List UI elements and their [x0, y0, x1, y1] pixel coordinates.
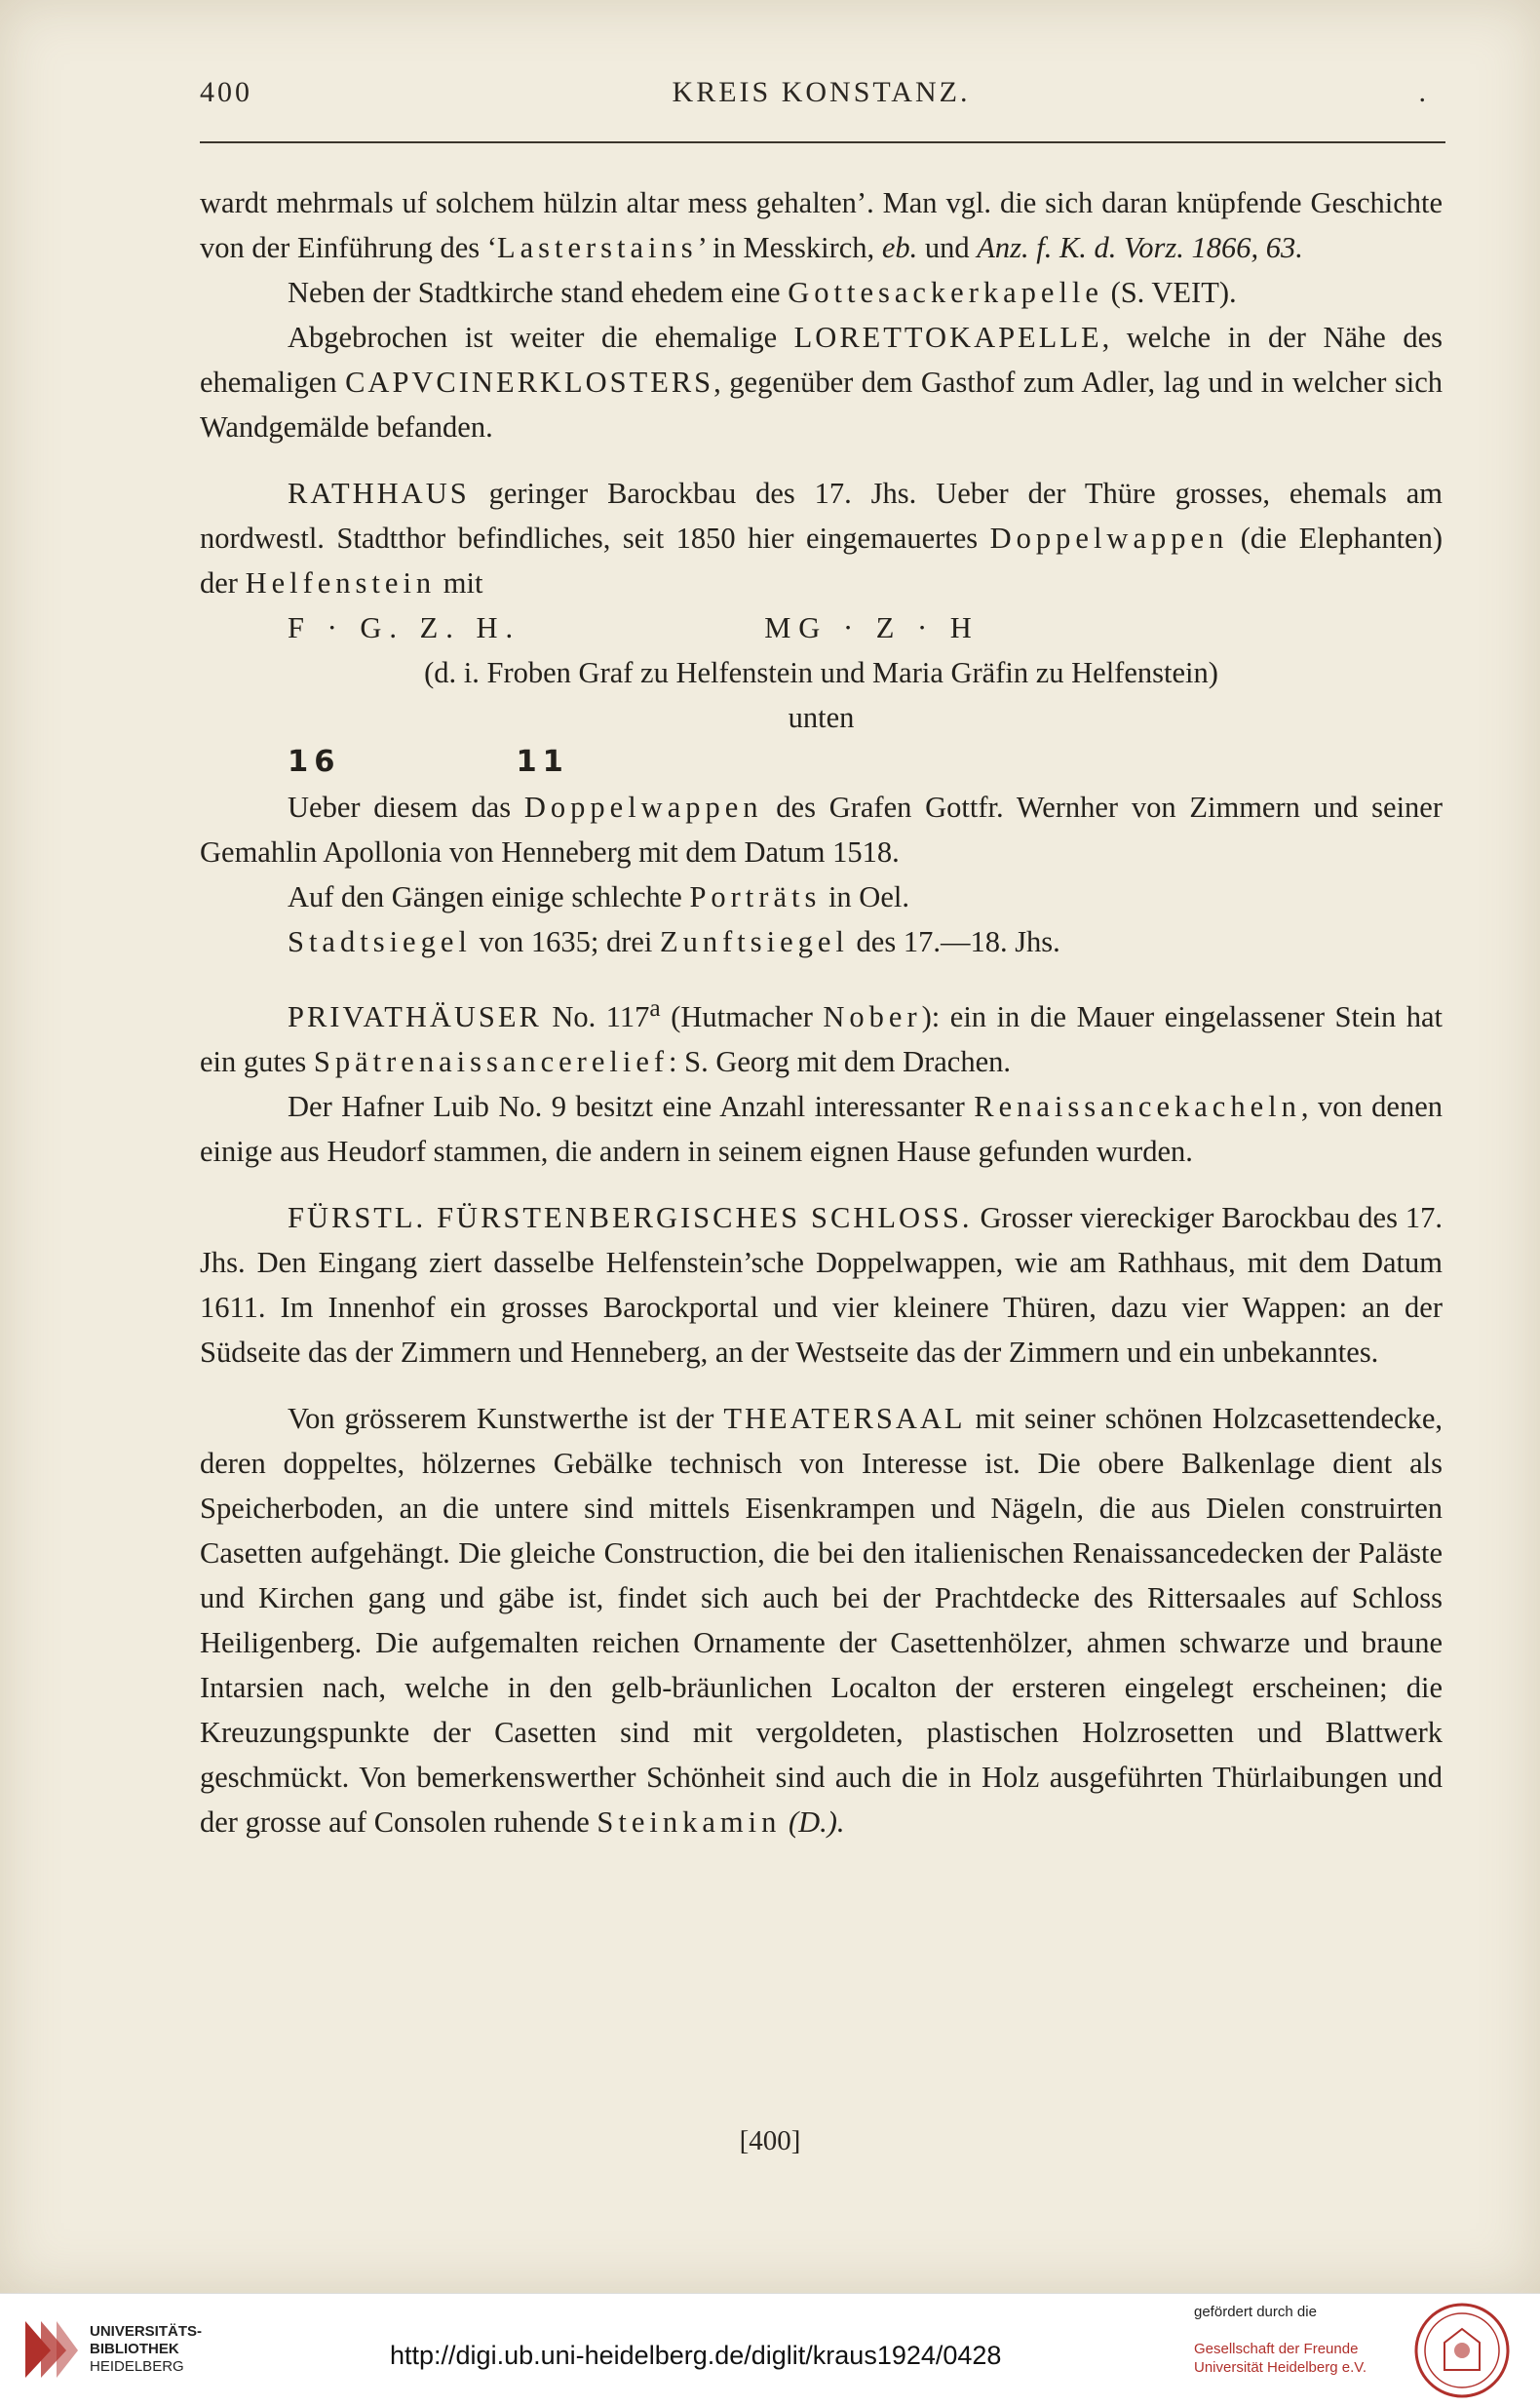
inscription-left: F · G. Z. H. [288, 611, 521, 644]
paragraph-7: Ueber diesem das Doppelwappen des Grafen Gottfr. Wernher von Zimmern und seiner Gemahlin Apollonia von Henneberg mit dem Datum 1518. [200, 791, 1443, 869]
year-left: 16 [288, 745, 341, 779]
paragraph-10: PRIVATHÄUSER No. 117$^a$ (Hutmacher Nober): ein in die Mauer eingelassener Stein hat ein gutes Spätrenaissancerelief: S. Georg mit dem Drachen. [200, 994, 1443, 1079]
body-text [200, 180, 1443, 1844]
paragraph-13: Von grösserem Kunstwerthe ist der THEATERSAAL mit seiner schönen Holzcasettendecke, deren doppeltes, hölzernes Gebälke technisch von Interesse ist. Die obere Balkenlage dient als Speicherboden, an die untere sind mittels Eisenkrampen und Nägeln, die aus Dielen construirten Casetten aufgehängt. Die gleiche Construction, die bei den italienischen Renaissancedecken der Paläste und Kirchen gang und gäbe ist, findet sich auch bei der Prachtdecke des Rittersaales auf Schloss Heiligenberg. Die aufgemalten reichen Ornamente der Casettenhölzer, ahmen schwarze und braune Intarsien nach, welche in den gelb-bräunlichen Localton der ersteren eingelegt erscheinen; die Kreuzungspunkte der Casetten sind mit vergoldeten, plastischen Holzrosetten und Blattwerk geschmückt. Von bemerkenswerther Schönheit sind auch die in Holz ausgeführten Thürlaibungen und der grosse auf Consolen ruhende Steinkamin (D.). [200, 1402, 1444, 1840]
inscription-right: MG · Z · H [764, 611, 980, 644]
paragraph-4: RATHHAUS geringer Barockbau des 17. Jhs. Ueber der Thüre grosses, ehemals am nordwestl. Stadtthor befindliches, seit 1850 hier eingemauertes Doppelwappen (die Elephanten) der Helfenstein mit [200, 477, 1443, 600]
ub-heidelberg-logo-icon [21, 2315, 80, 2384]
paragraph-3: Abgebrochen ist weiter die ehemalige LORETTOKAPELLE, welche in der Nähe des ehemaligen CAPVCINERKLOSTERS, gegenüber dem Gasthof zum Adler, lag und in welcher sich Wandgemälde befanden. [200, 321, 1443, 444]
date-line [200, 740, 1443, 785]
paragraph-9: Stadtsiegel von 1635; drei Zunftsiegel des 17.—18. Jhs. [288, 925, 1060, 958]
source-url-link[interactable]: http://digi.ub.uni-heidelberg.de/diglit/kraus1924/0428 [390, 2341, 1002, 2370]
inscription-line [200, 605, 1443, 650]
library-name: UNIVERSITÄTS- BIBLIOTHEK HEIDELBERG [90, 2323, 203, 2375]
paragraph-12: FÜRSTL. FÜRSTENBERGISCHES SCHLOSS. Grosser viereckiger Barockbau des 17. Jhs. Den Eingang ziert dasselbe Helfenstein’sche Doppelwappen, wie am Rathhaus, mit dem Datum 1611. Im Innenhof ein grosses Barockportal und vier kleinere Thüren, dazu vier Wappen: an der Südseite das der Zimmern und Henneberg, an der Westseite das der Zimmern und ein unbekanntes. [200, 1201, 1443, 1370]
university-seal-icon [1413, 2302, 1511, 2399]
paragraph-11: Der Hafner Luib No. 9 besitzt eine Anzahl interessanter Renaissancekacheln, von denen einige aus Heudorf stammen, die andern in seinem eignen Hause gefunden wurden. [200, 1090, 1443, 1169]
paragraph-6: unten [788, 701, 855, 734]
paragraph-1: wardt mehrmals uf solchem hülzin altar mess gehalten’. Man vgl. die sich daran knüpfende Geschichte von der Einführung des ‘Lasterstains’ in Messkirch, eb. und Anz. f. K. d. Vorz. 1866, 63. [200, 186, 1443, 264]
paragraph-8: Auf den Gängen einige schlechte Porträts in Oel. [288, 880, 909, 913]
year-right: 11 [516, 745, 569, 779]
digitization-footer [0, 2293, 1540, 2406]
bracket-page-number: [400] [739, 2125, 801, 2156]
sponsor-block: gefördert durch die Gesellschaft der Freunde Universität Heidelberg e.V. [1194, 2304, 1367, 2376]
header-page-number: 400 [200, 76, 252, 108]
running-header [200, 76, 1443, 125]
header-title: KREIS KONSTANZ. [672, 76, 971, 108]
header-mark: . [1418, 76, 1429, 108]
paragraph-2: Neben der Stadtkirche stand ehedem eine Gottesackerkapelle (S. VEIT). [288, 276, 1237, 309]
paragraph-5: (d. i. Froben Graf zu Helfenstein und Maria Gräfin zu Helfenstein) [424, 656, 1218, 689]
header-rule [200, 141, 1445, 143]
